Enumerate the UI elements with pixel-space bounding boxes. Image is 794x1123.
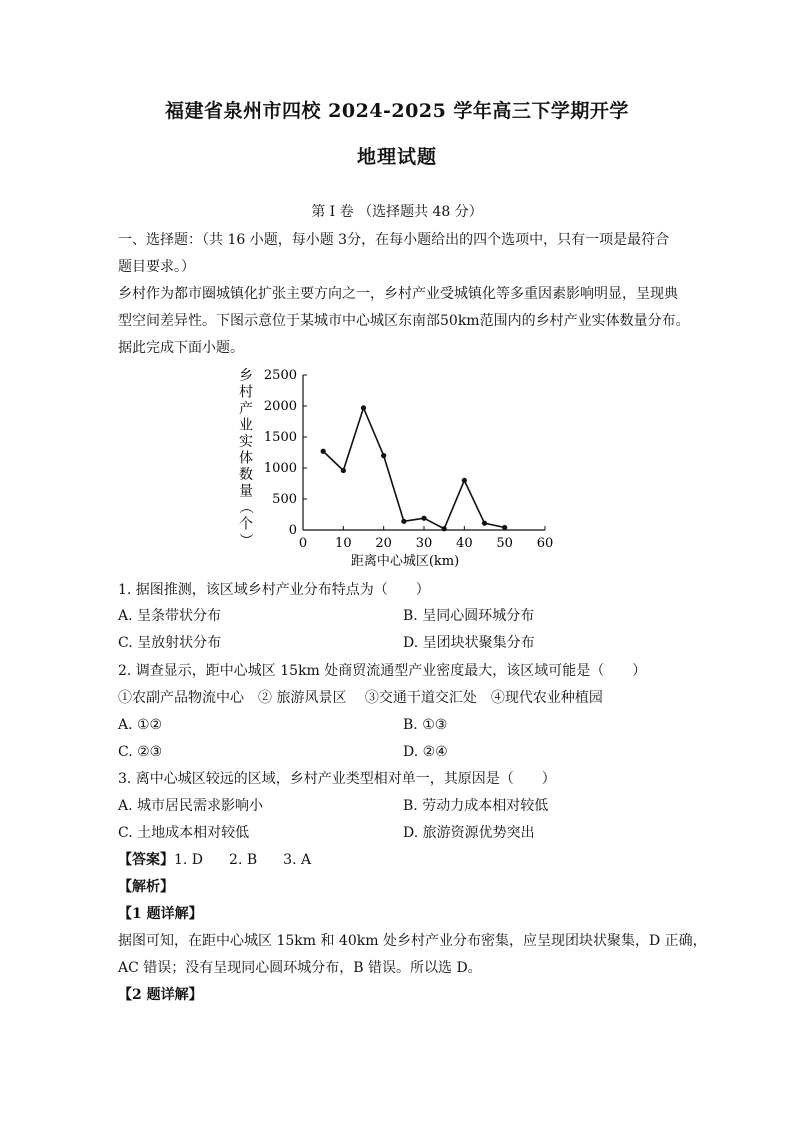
data-point xyxy=(361,405,366,410)
x-tick-label: 20 xyxy=(375,536,392,551)
y-tick-label: 2500 xyxy=(263,368,297,383)
q2-option-c: C. ②③ xyxy=(118,744,163,760)
passage-line-3: 据此完成下面小题。 xyxy=(118,340,244,356)
y-tick-label: 1000 xyxy=(263,461,297,476)
chart-axes xyxy=(303,375,545,530)
x-tick-label: 0 xyxy=(298,536,308,551)
instructions-line-2: 题目要求。） xyxy=(118,259,195,275)
y-axis-label-char: 数 xyxy=(239,467,253,483)
data-point xyxy=(321,449,326,454)
y-tick-label: 1500 xyxy=(263,430,297,445)
q1-option-c: C. 呈放射状分布 xyxy=(118,635,222,651)
y-axis-label xyxy=(237,368,253,547)
q1-explanation-line-2: AC 错误；没有呈现同心圆环城分布，B 错误。所以选 D。 xyxy=(118,960,482,976)
x-tick-label: 50 xyxy=(496,536,513,551)
document-title: 福建省泉州市四校 2024-2025 学年高三下学期开学 xyxy=(165,100,629,122)
y-axis-label-char: 量 xyxy=(239,483,253,500)
q1-explanation-line-1: 据图可知，在距中心城区 15km 和 40km 处乡村产业分布密集，应呈现团块状聚集，D 正确， xyxy=(118,933,707,949)
question-2-stem: 2. 调查显示，距中心城区 15km 处商贸流通型产业密度最大，该区域可能是（ ） xyxy=(118,663,647,679)
y-axis-label-char: 体 xyxy=(239,450,253,467)
x-tick-label: 30 xyxy=(415,536,433,551)
section-heading: 第 I 卷 （选择题共 48 分） xyxy=(311,204,483,220)
y-axis-label-char: 产 xyxy=(239,401,253,417)
answer-item-3: 3. A xyxy=(283,852,312,868)
passage-line-1: 乡村作为都市圈城镇化扩张主要方向之一，乡村产业受城镇化等多重因素影响明显，呈现典 xyxy=(118,286,678,302)
data-point xyxy=(442,526,447,531)
q2-option-b: B. ①③ xyxy=(403,717,448,733)
x-axis-label: 距离中心城区(km) xyxy=(350,554,460,569)
question-3-stem: 3. 离中心城区较远的区域，乡村产业类型相对单一，其原因是（ ） xyxy=(118,771,556,787)
rural-industry-line-chart xyxy=(228,362,568,572)
x-tick-label: 60 xyxy=(536,536,554,551)
y-tick-label: 500 xyxy=(272,492,297,507)
question-1-stem: 1. 据图推测，该区域乡村产业分布特点为（ ） xyxy=(118,582,430,598)
answer-item-1: 1. D xyxy=(174,852,204,868)
y-tick-label: 0 xyxy=(288,523,297,538)
data-point xyxy=(421,516,426,521)
y-axis-label-char: 村 xyxy=(239,384,253,401)
y-tick-label: 2000 xyxy=(263,399,297,414)
q2-option-a: A. ①② xyxy=(118,717,163,733)
y-axis-label-char: （ xyxy=(237,500,253,514)
q1-option-a: A. 呈条带状分布 xyxy=(118,608,222,624)
q1-explanation-label: 【1 题详解】 xyxy=(118,906,203,922)
q3-option-a: A. 城市居民需求影响小 xyxy=(118,798,264,814)
data-point xyxy=(482,521,487,526)
y-axis-label-char: 个 xyxy=(239,516,253,533)
passage-line-2: 型空间差异性。下图示意位于某城市中心城区东南部50km范围内的乡村产业实体数量分布。 xyxy=(118,313,690,329)
data-point xyxy=(341,468,346,473)
q3-option-c: C. 土地成本相对较低 xyxy=(118,825,250,841)
q1-option-d: D. 呈团块状聚集分布 xyxy=(403,635,535,651)
series-line xyxy=(323,408,505,529)
q3-option-d: D. 旅游资源优势突出 xyxy=(403,825,535,841)
y-axis-label-char: 乡 xyxy=(239,368,253,384)
y-axis-label-char: 实 xyxy=(239,434,253,450)
data-point xyxy=(502,525,507,530)
answer-item-2: 2. B xyxy=(229,852,258,868)
q1-option-b: B. 呈同心圆环城分布 xyxy=(403,608,535,624)
data-point xyxy=(401,519,406,524)
y-tick-labels xyxy=(264,368,307,538)
instructions-line-1: 一、选择题：（共 16 小题，每小题 3分，在每小题给出的四个选项中，只有一项是最符合 xyxy=(118,232,670,248)
x-tick-label: 40 xyxy=(456,536,473,551)
answer-label: 【答案】 xyxy=(118,852,174,868)
x-tick-label: 10 xyxy=(335,536,352,551)
document-subtitle: 地理试题 xyxy=(356,146,437,168)
chart-series xyxy=(321,405,508,531)
y-axis-label-char: 业 xyxy=(239,417,253,434)
q3-option-b: B. 劳动力成本相对较低 xyxy=(403,798,549,814)
data-point xyxy=(381,453,386,458)
y-axis-label-char: ） xyxy=(237,533,253,547)
answer-line xyxy=(118,850,688,870)
q2-option-d: D. ②④ xyxy=(403,744,448,760)
analysis-label: 【解析】 xyxy=(118,879,174,895)
q2-explanation-label: 【2 题详解】 xyxy=(118,987,203,1003)
data-point xyxy=(462,478,467,483)
q2-choices: ①农副产品物流中心 ② 旅游风景区 ③交通干道交汇处 ④现代农业种植园 xyxy=(118,690,603,706)
